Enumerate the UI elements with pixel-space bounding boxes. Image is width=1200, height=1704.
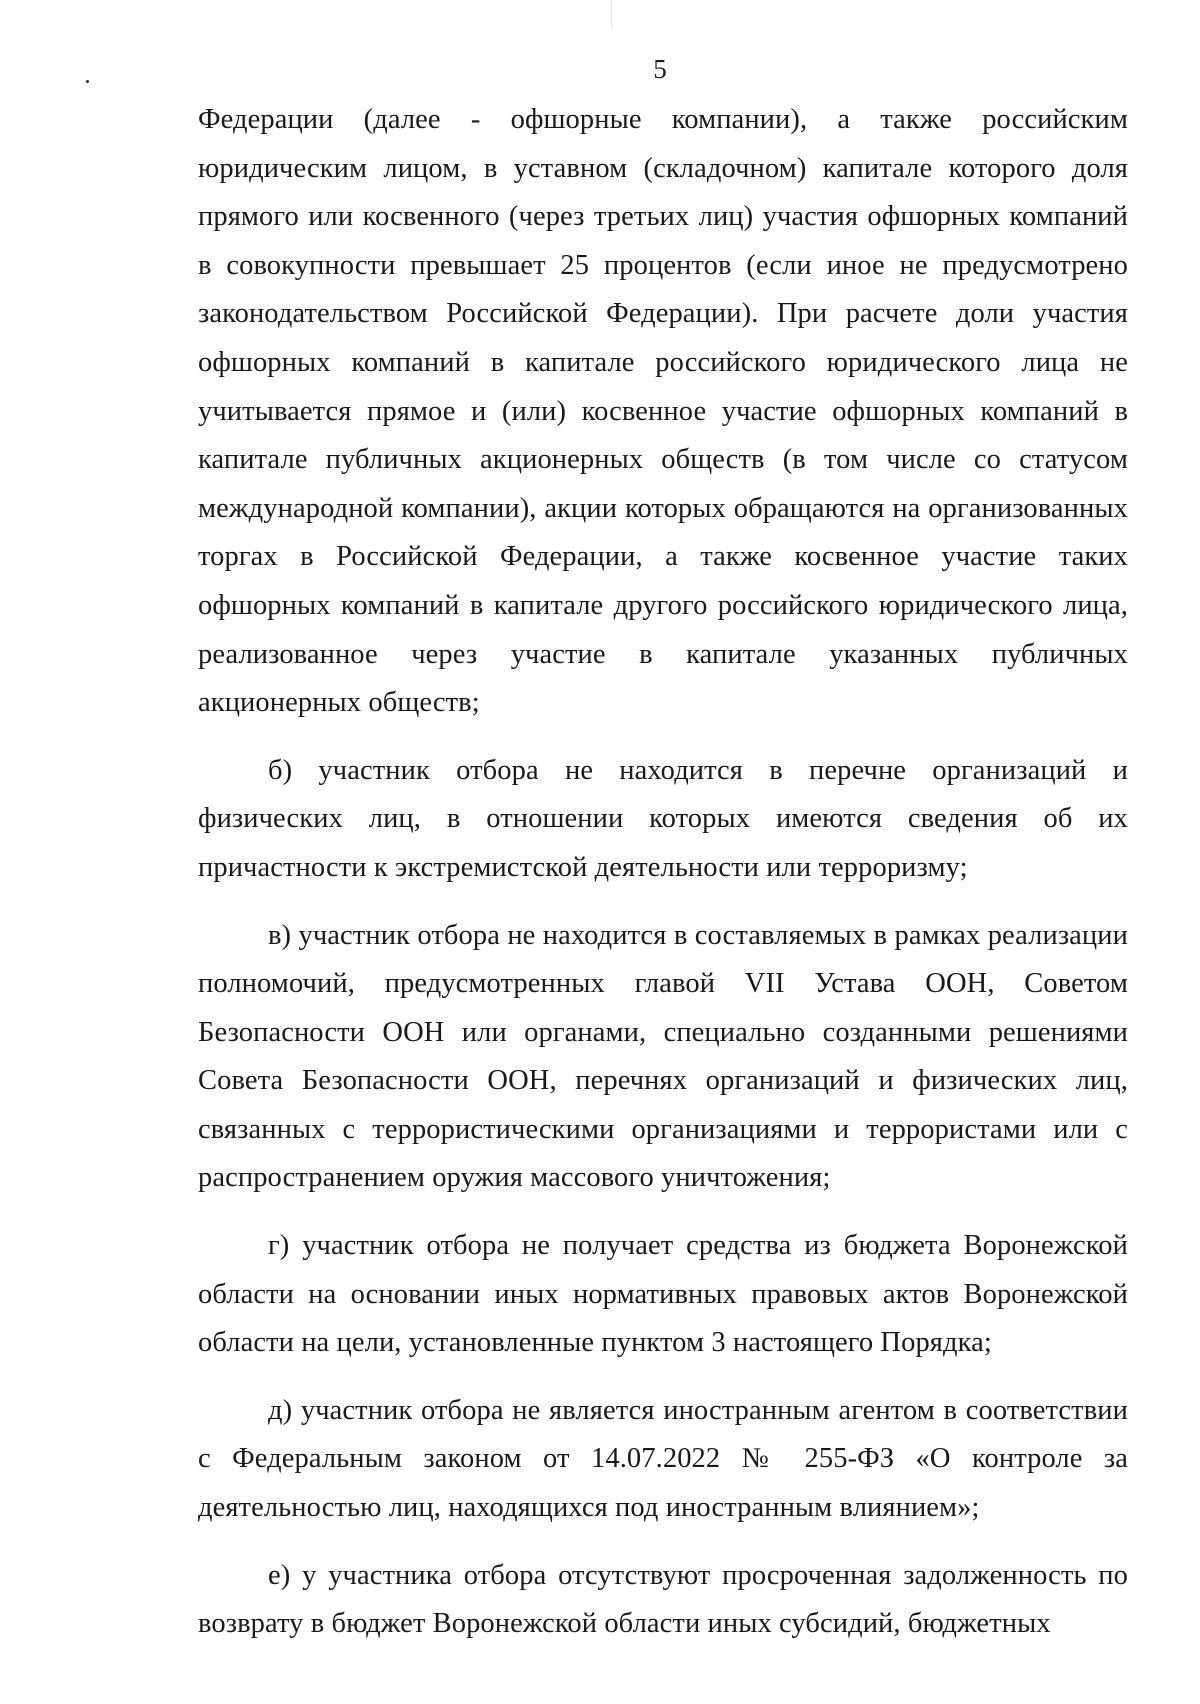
paragraph-item-e: е) у участника отбора отсутствуют просроченная задолженность по возврату в бюджет Воронежской области иных субсидий, бюджетных	[198, 1559, 1128, 1640]
paragraph-continuation: Федерации (далее - офшорные компании), а также российским юридическим лицом, в уставном (складочном) капитале которого доля прямого или косвенного (через третьих лиц) участия офшорных компаний в совокупности превышает 25 процентов (если иное не предусмотрено законодательством Российской Федерации). При расчете доли участия офшорных компаний в капитале российского юридического лица не учитывается прямое и (или) косвенное участие офшорных компаний в капитале публичных акционерных обществ (в том числе со статусом международной компании), акции которых обращаются на организованных торгах в Российской Федерации, а также косвенное участие таких офшорных компаний в капитале другого российского юридического лица, реализованное через участие в капитале указанных публичных акционерных обществ;	[198, 104, 1128, 719]
paragraph-item-b: б) участник отбора не находится в перечне организаций и физических лиц, в отношении которых имеются сведения об их причастности к экстремистской деятельности или терроризму;	[198, 754, 1128, 883]
document-body	[198, 96, 1128, 1668]
paragraph-item-v: в) участник отбора не находится в составляемых в рамках реализации полномочий, предусмотренных главой VII Устава ООН, Советом Безопасности ООН или органами, специально созданными решениями Совета Безопасности ООН, перечнях организаций и физических лиц, связанных с террористическими организациями и террористами или с распространением оружия массового уничтожения;	[198, 919, 1128, 1194]
paragraph-item-d: д) участник отбора не является иностранным агентом в соответствии с Федеральным законом от 14.07.2022 № 255-ФЗ «О контроле за деятельностью лиц, находящихся под иностранным влиянием»;	[198, 1394, 1128, 1524]
paragraph-item-g: г) участник отбора не получает средства из бюджета Воронежской области на основании иных нормативных правовых актов Воронежской области на цели, установленные пунктом 3 настоящего Порядка;	[198, 1230, 1128, 1359]
page-number: 5	[653, 54, 667, 84]
scan-artifact-line	[611, 0, 612, 28]
